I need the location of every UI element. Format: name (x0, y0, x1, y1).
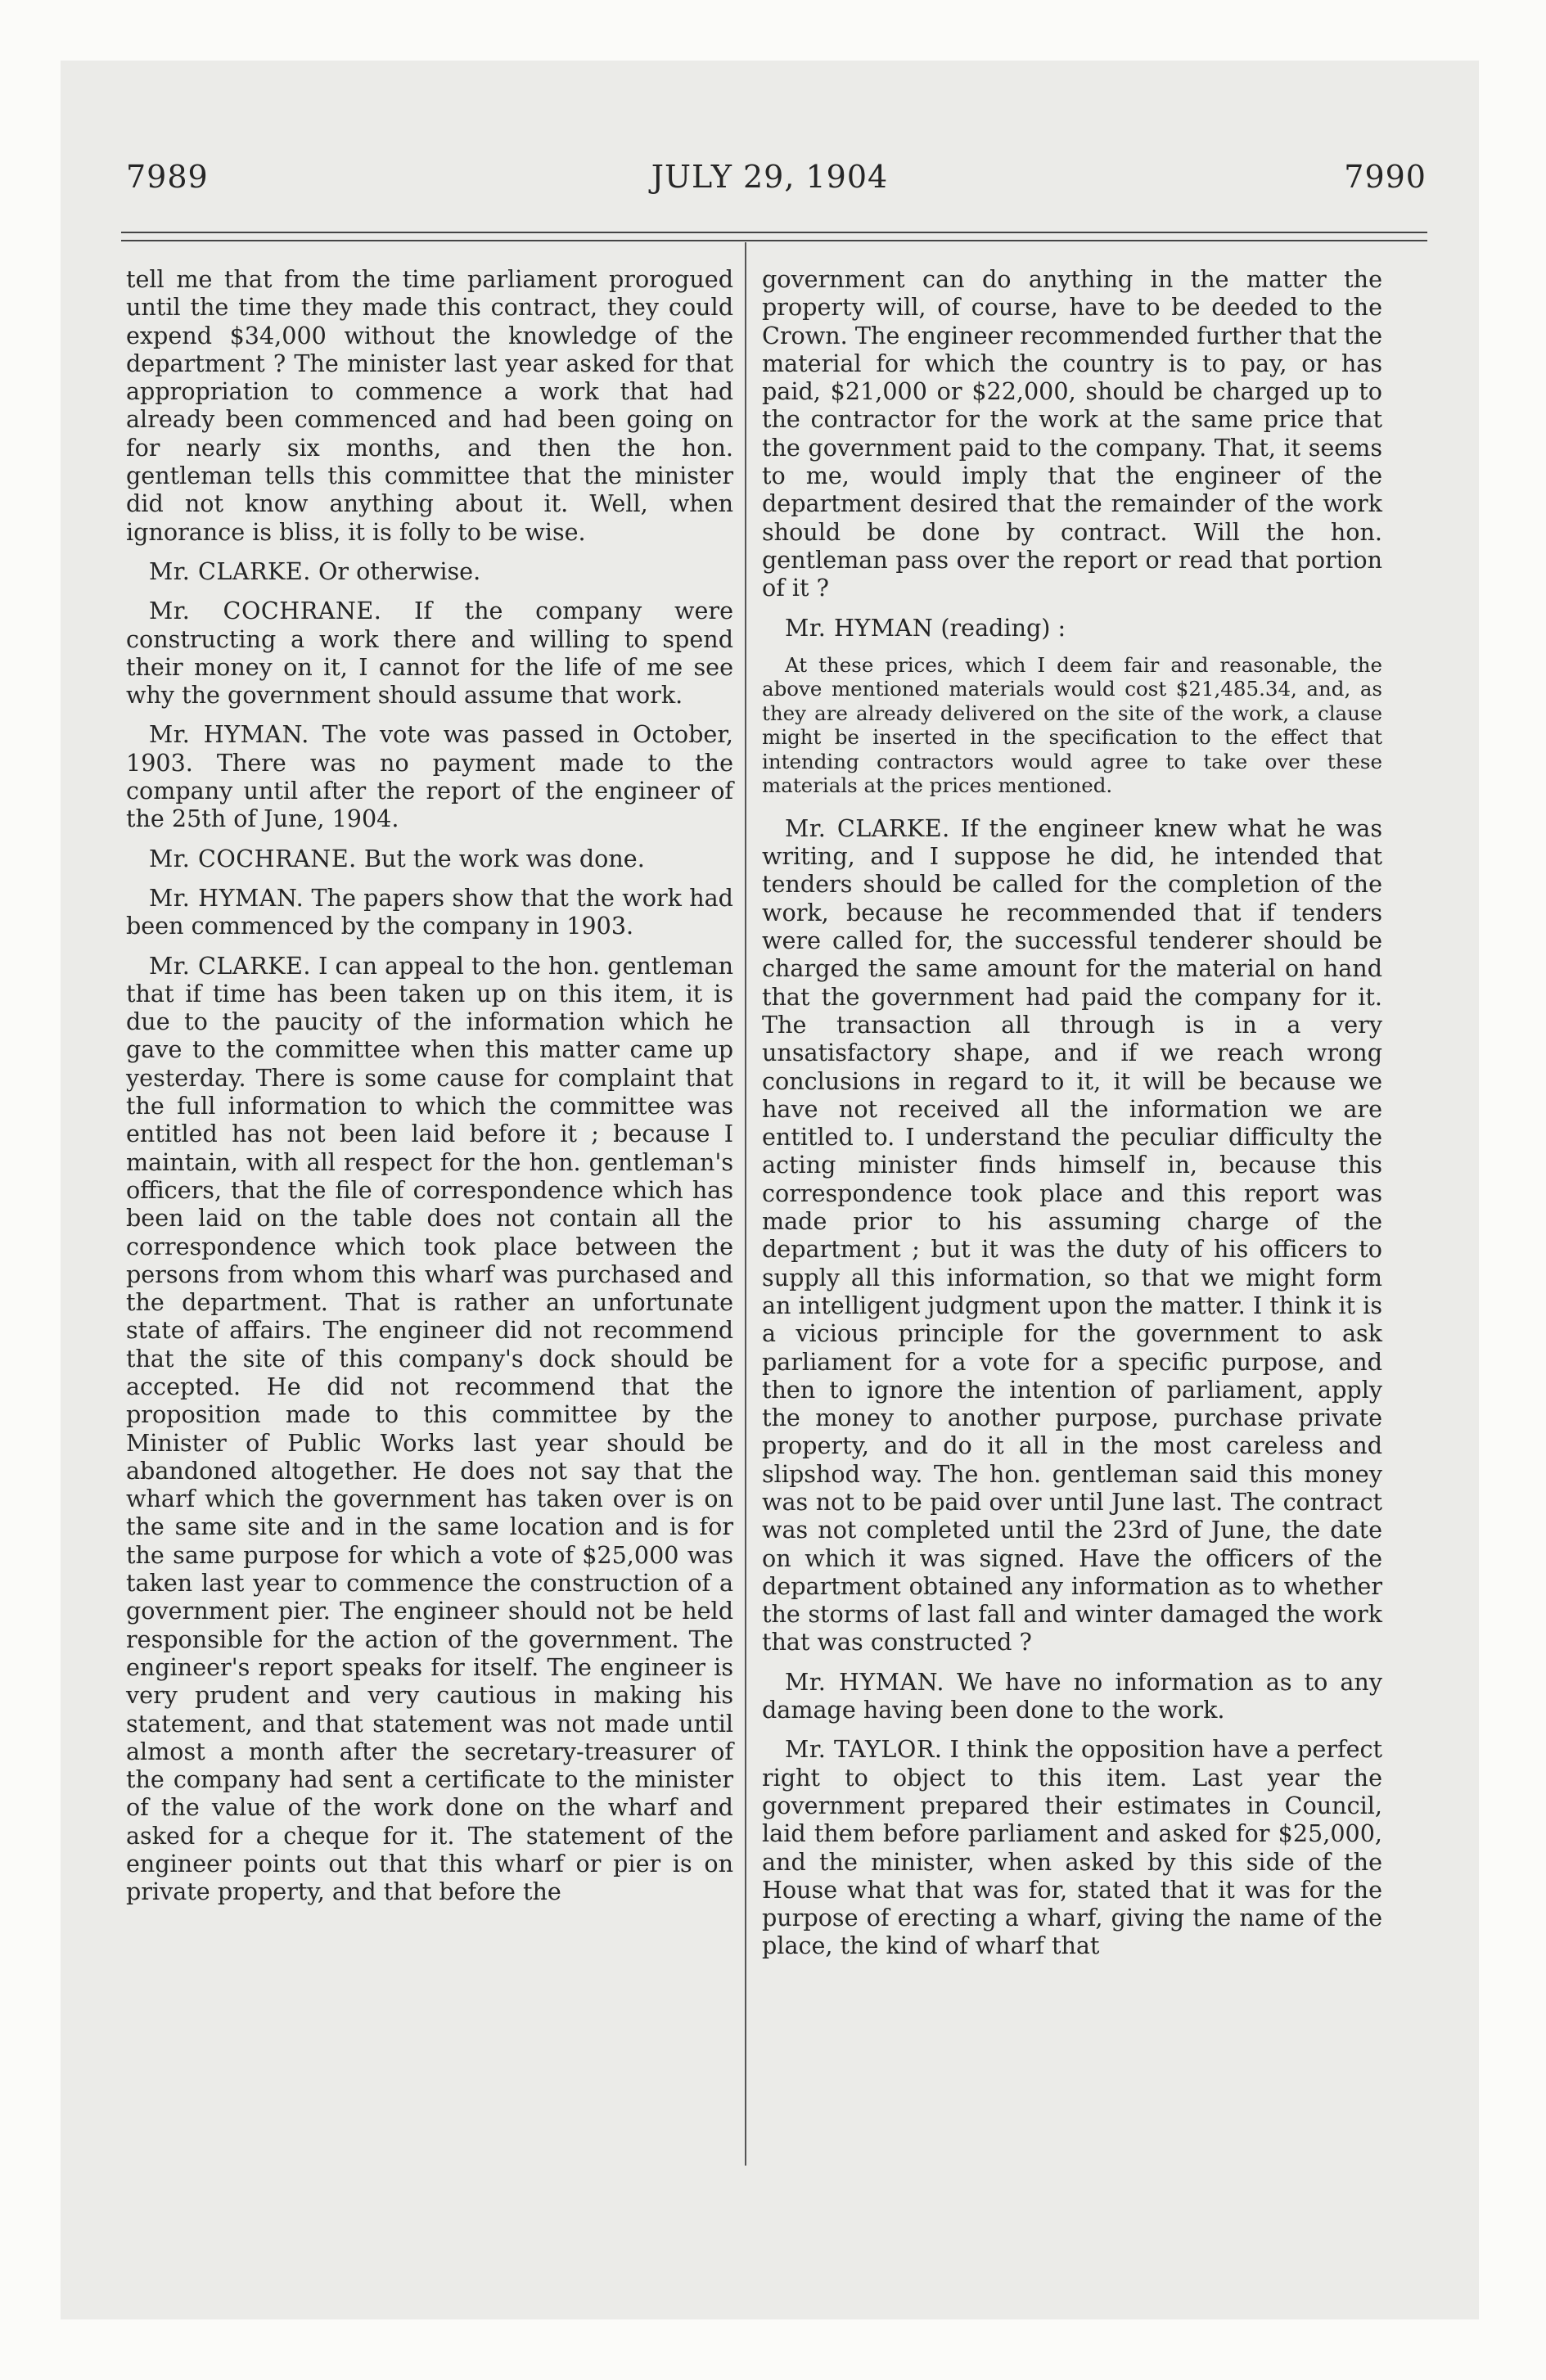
paragraph: Mr. CLARKE. Or otherwise. (149, 557, 481, 585)
speaker-name: Mr. CLARKE. (149, 557, 311, 585)
speaker-name: Mr. CLARKE. (785, 814, 950, 842)
quoted-report-excerpt: At these prices, which I deem fair and reasonable, the above mentioned materials would cost $21,485.34, and, as they are already delivered on the site of the work, a clause might be inserted in the specification to the effect that intending contractors would agree to take over these materials at the prices mentioned. (762, 652, 1382, 798)
right-page-number: 7990 (1344, 159, 1427, 195)
document-page (61, 61, 1479, 2319)
paragraph: Mr. CLARKE. If the engineer knew what he was writing, and I suppose he did, he intended that tenders should be called for the completion of the work, because he recommended that if tenders were called for, the successful tenderer should be charged the same amount for the material on hand that the government had paid the company for it. The transaction all through is in a very unsatisfactory shape, and if we reach wrong conclusions in regard to it, it will be because we have not received all the information we are entitled to. I understand the peculiar difficulty the acting minister finds himself in, because this correspondence took place and this report was made prior to his assuming charge of the department ; but it was the duty of his officers to supply all this information, so that we might form an intelligent judgment upon the matter. I think it is a vicious principle for the government to ask parliament for a vote for a specific purpose, and then to ignore the intention of parliament, apply the money to another purpose, purchase private property, and do it all in the most careless and slipshod way. The hon. gentleman said this money was not to be paid over until June last. The contract was not completed until the 23rd of June, the date on which it was signed. Have the officers of the department obtained any information as to whether the storms of last fall and winter damaged the work that was constructed ? (762, 814, 1382, 1657)
speaker-name: Mr. CLARKE. (149, 951, 311, 980)
paragraph: Mr. CLARKE. I can appeal to the hon. gentleman that if time has been taken up on this item, it is due to the paucity of the information which he gave to the committee when this matter came up yesterday. There is some cause for complaint that the full information to which the committee was entitled has not been laid before it ; because I maintain, with all respect for the hon. gentleman's officers, that the file of correspondence which has been laid on the table does not contain all the correspondence which took place between the persons from whom this wharf was purchased and the department. That is rather an unfortunate state of affairs. The engineer did not recommend that the site of this company's dock should be accepted. He did not recommend that the proposition made to this committee by the Minister of Public Works last year should be abandoned altogether. He does not say that the wharf which the government has taken over is on the same site and in the same location and is for the same purpose for which a vote of $25,000 was taken last year to commence the construction of a government pier. The engineer should not be held responsible for the action of the government. The engineer's report speaks for itself. The engineer is very prudent and very cautious in making his statement, and that statement was not made until almost a month after the secretary-treasurer of the company had sent a certificate to the minister of the value of the work done on the wharf and asked for a cheque for it. The statement of the engineer points out that this wharf or pier is on private property, and that before the (126, 951, 733, 1906)
paragraph: Mr. HYMAN (reading) : (785, 613, 1066, 642)
column-divider (745, 242, 746, 2166)
paragraph: government can do anything in the matter the property will, of course, have to be deeded to the Crown. The engineer recommended further that the material for which the country is to pay, or has paid, $21,000 or $22,000, should be charged up to the contractor for the work at the same price that the government paid to the company. That, it seems to me, would imply that the engineer of the department desired that the remainder of the work should be done by contract. Will the hon. gentleman pass over the report or read that portion of it ? (762, 265, 1382, 602)
speaker-name: Mr. COCHRANE. (149, 844, 357, 872)
paragraph: Mr. COCHRANE. But the work was done. (149, 844, 645, 872)
paragraph: Mr. HYMAN. The papers show that the work had been commenced by the company in 1903. (126, 883, 733, 940)
paragraph: tell me that from the time parliament prorogued until the time they made this contract, they could expend $34,000 without the knowledge of the department ? The minister last year asked for that appropriation to commence a work that had already been commenced and had been going on for nearly six months, and then the hon. gentleman tells this committee that the minister did not know anything about it. Well, when ignorance is bliss, it is folly to be wise. (126, 265, 733, 546)
speaker-name: Mr. HYMAN. (149, 883, 304, 912)
right-column (762, 265, 1382, 1972)
paragraph: Mr. HYMAN. We have no information as to any damage having been done to the work. (762, 1667, 1382, 1724)
speaker-name: Mr. HYMAN. (785, 1667, 944, 1696)
paragraph: Mr. HYMAN. The vote was passed in October, 1903. There was no payment made to the company until after the report of the engineer of the 25th of June, 1904. (126, 720, 733, 833)
speaker-name: Mr. HYMAN (785, 613, 934, 642)
paragraph: Mr. COCHRANE. If the company were constructing a work there and willing to spend their money on it, I cannot for the life of me see why the government should assume that work. (126, 597, 733, 710)
header-rule-top (121, 232, 1427, 233)
speaker-name: Mr. TAYLOR. (785, 1735, 943, 1764)
page-header (61, 159, 1479, 208)
header-date: JULY 29, 1904 (651, 159, 889, 195)
speaker-name: Mr. HYMAN. (149, 720, 309, 749)
left-column (126, 265, 733, 1918)
speaker-name: Mr. COCHRANE. (149, 597, 382, 625)
paragraph: Mr. TAYLOR. I think the opposition have a perfect right to object to this item. Last year the government prepared their estimates in Council, laid them before parliament and asked for $25,000, and the minister, when asked by this side of the House what that was for, stated that it was for the purpose of erecting a wharf, giving the name of the place, the kind of wharf that (762, 1735, 1383, 1960)
left-page-number: 7989 (126, 159, 209, 195)
header-rule-bottom (121, 240, 1427, 241)
